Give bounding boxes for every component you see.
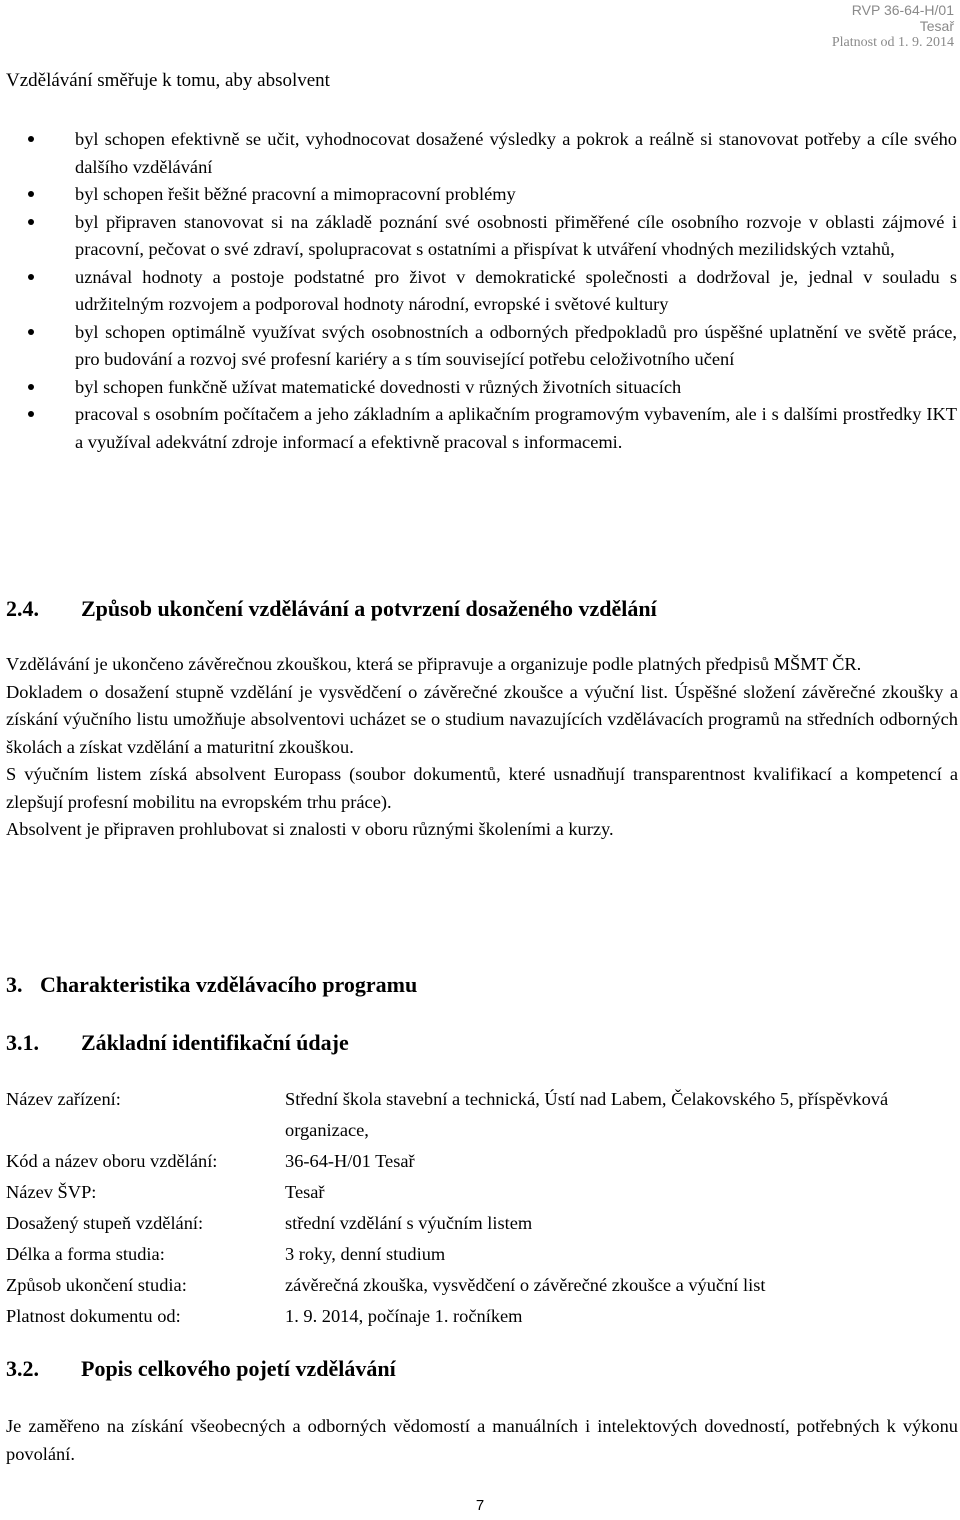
section-title: Základní identifikační údaje — [81, 1030, 349, 1055]
bullet-icon — [28, 411, 34, 417]
table-row — [6, 1208, 958, 1239]
list-item: byl schopen funkčně užívat matematické dovednosti v různých životních situacích — [0, 374, 960, 402]
section-3-1-heading — [6, 1030, 349, 1056]
bullet-icon — [28, 329, 34, 335]
list-item: byl schopen řešit běžné pracovní a mimopracovní problémy — [0, 181, 960, 209]
bullet-icon — [28, 274, 34, 280]
identification-table — [6, 1084, 958, 1332]
row-label: Název zařízení: — [6, 1089, 121, 1109]
table-row — [6, 1239, 958, 1270]
page-number: 7 — [475, 1497, 485, 1514]
paragraph: Absolvent je připraven prohlubovat si znalosti v oboru různými školeními a kurzy. — [6, 819, 614, 839]
row-label: Platnost dokumentu od: — [6, 1306, 181, 1326]
list-item: byl schopen efektivně se učit, vyhodnocovat dosažené výsledky a pokrok a reálně si stanovovat potřeby a cíle svého dalšího vzdělávání — [0, 126, 960, 181]
paragraph: S výučním listem získá absolvent Europass (soubor dokumentů, které usnadňují transparentnost kvalifikací a kompetencí a zlepšují profesní mobilitu na evropském trhu práce). — [6, 764, 958, 812]
section-number: 3.1. — [6, 1030, 39, 1055]
table-row — [6, 1084, 958, 1146]
row-value: střední vzdělání s výučním listem — [285, 1213, 533, 1233]
section-2-4-heading — [6, 596, 657, 622]
row-label: Kód a název oboru vzdělání: — [6, 1151, 218, 1171]
section-3-2-heading — [6, 1356, 396, 1382]
bullet-icon — [28, 219, 34, 225]
paragraph: Vzdělávání je ukončeno závěrečnou zkouškou, která se připravuje a organizuje podle platných předpisů MŠMT ČR. — [6, 654, 862, 674]
goals-bullet-list — [0, 126, 960, 456]
row-label: Způsob ukončení studia: — [6, 1275, 187, 1295]
section-number: 2.4. — [6, 596, 39, 621]
table-row — [6, 1270, 958, 1301]
list-item: byl připraven stanovovat si na základě poznání své osobnosti přiměřené cíle osobního rozvoje v oblasti zájmové i pracovní, pečovat o své zdraví, spolupracovat s ostatními a přispívat k utváření vhodných mezilidských vztahů, — [0, 209, 960, 264]
bullet-icon — [28, 136, 34, 142]
section-3-2-body — [6, 1413, 958, 1468]
row-label: Název ŠVP: — [6, 1182, 97, 1202]
row-value: Tesař — [285, 1182, 325, 1202]
list-item: uznával hodnoty a postoje podstatné pro život v demokratické společnosti a dodržoval je, jednal v souladu s udržitelným rozvojem a podporoval hodnoty národní, evropské i světové kultury — [0, 264, 960, 319]
row-value: závěrečná zkouška, vysvědčení o závěrečné zkoušce a výuční list — [285, 1275, 766, 1295]
header-program-name: Tesař — [919, 18, 954, 34]
list-item: byl schopen optimálně využívat svých osobnostních a odborných předpokladů pro úspěšné uplatnění ve světě práce, pro budování a rozvoj své profesní kariéry a s tím související potřebu celoživotního učení — [0, 319, 960, 374]
table-row — [6, 1177, 958, 1208]
row-value: 36-64-H/01 Tesař — [285, 1151, 415, 1171]
section-number: 3.2. — [6, 1356, 39, 1381]
row-value: 3 roky, denní studium — [285, 1244, 446, 1264]
bullet-icon — [28, 191, 34, 197]
table-row — [6, 1146, 958, 1177]
section-number: 3. — [6, 972, 23, 997]
header-program-code: RVP 36-64-H/01 — [851, 2, 954, 18]
table-row — [6, 1301, 958, 1332]
paragraph: Dokladem o dosažení stupně vzdělání je vysvědčení o závěrečné zkoušce a výuční list. Úspěšné složení závěrečné zkoušky a získání výučního listu umožňuje absolventovi ucházet se o studium navazujících vzdělávacích programů na středních odborných školách a získat vzdělání a maturitní zkouškou. — [6, 681, 958, 757]
paragraph: Je zaměřeno na získání všeobecných a odborných vědomostí a manuálních i intelektových dovedností, potřebných k výkonu povolání. — [6, 1416, 958, 1464]
bullet-icon — [28, 384, 34, 390]
row-value: Střední škola stavební a technická, Ústí nad Labem, Čelakovského 5, příspěvková organizace, — [285, 1089, 889, 1140]
section-2-4-body — [6, 651, 958, 844]
section-title: Charakteristika vzdělávacího programu — [40, 972, 418, 997]
section-title: Způsob ukončení vzdělávání a potvrzení dosaženého vzdělání — [81, 596, 657, 621]
row-label: Délka a forma studia: — [6, 1244, 165, 1264]
header-validity: Platnost od 1. 9. 2014 — [831, 35, 954, 50]
section-3-heading — [6, 972, 417, 998]
row-value: 1. 9. 2014, počínaje 1. ročníkem — [285, 1306, 523, 1326]
row-label: Dosažený stupeň vzdělání: — [6, 1213, 204, 1233]
intro-text: Vzdělávání směřuje k tomu, aby absolvent — [6, 70, 330, 91]
list-item: pracoval s osobním počítačem a jeho základním a aplikačním programovým vybavením, ale i s dalšími prostředky IKT a využíval adekvátní zdroje informací a efektivně pracoval s informacemi. — [0, 401, 960, 456]
section-title: Popis celkového pojetí vzdělávání — [81, 1356, 396, 1381]
